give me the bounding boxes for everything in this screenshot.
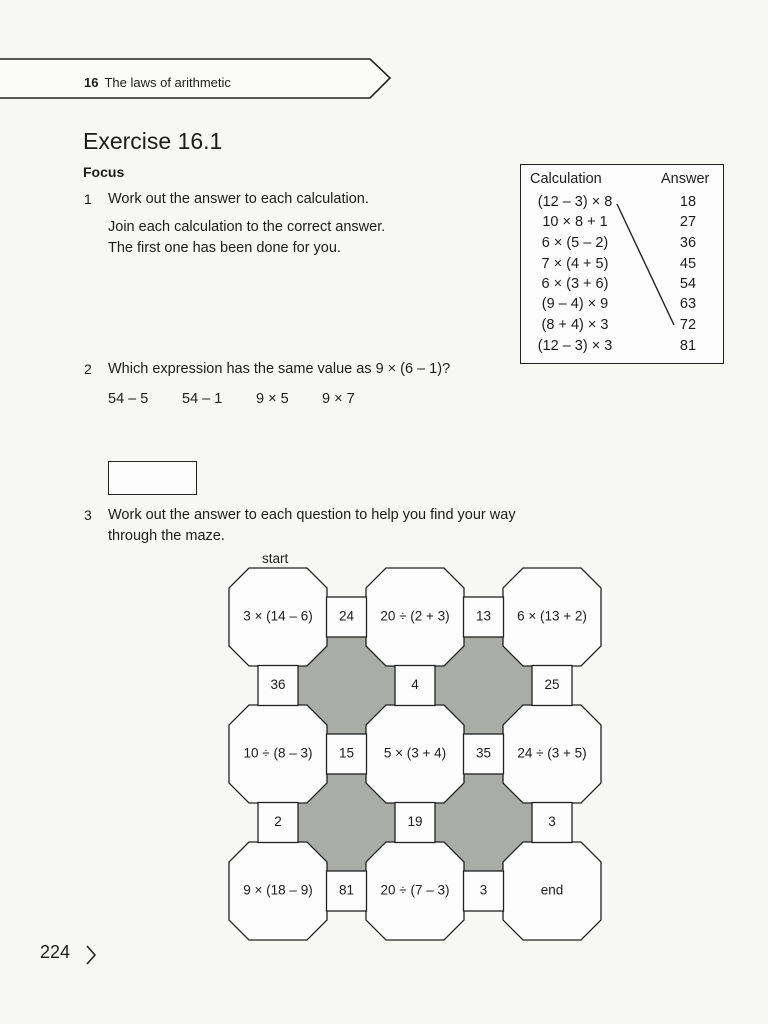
calculation-item[interactable]: 6 × (3 + 6)	[541, 276, 609, 292]
answer-item[interactable]: 72	[679, 317, 697, 333]
maze-square-label: 24	[338, 608, 355, 624]
maze-square-label: 15	[338, 745, 355, 761]
maze-square-label: 35	[475, 745, 492, 761]
answer-item[interactable]: 54	[679, 276, 697, 292]
maze	[220, 562, 620, 944]
calculation-header: Calculation	[530, 171, 602, 187]
chapter-heading	[84, 75, 231, 90]
q1-instruction-2: The first one has been done for you.	[108, 240, 341, 256]
maze-square-label: 81	[338, 882, 355, 898]
exercise-title: Exercise 16.1	[83, 128, 223, 154]
answer-item[interactable]: 63	[679, 296, 697, 312]
q3-number: 3	[84, 507, 92, 523]
maze-octagon-label: 10 ÷ (8 – 3)	[243, 745, 313, 761]
answer-item[interactable]: 45	[679, 256, 697, 272]
maze-square-label: 3	[479, 882, 488, 898]
q3-text-1: Work out the answer to each question to help you find your way	[108, 507, 516, 523]
chevron-right-icon	[84, 943, 98, 967]
calculation-item[interactable]: 10 × 8 + 1	[542, 214, 608, 230]
example-match-line	[520, 164, 724, 364]
section-heading: Focus	[83, 164, 125, 180]
q1-number: 1	[84, 191, 92, 207]
page-number: 224	[40, 942, 71, 962]
q2-answer-box[interactable]	[108, 461, 197, 495]
q2-option[interactable]: 9 × 5	[256, 391, 289, 407]
maze-octagon-label: 6 × (13 + 2)	[517, 608, 587, 624]
calculation-item[interactable]: (8 + 4) × 3	[541, 317, 609, 333]
maze-octagon-label: end	[540, 882, 564, 898]
maze-octagon-label: 24 ÷ (3 + 5)	[517, 745, 587, 761]
maze-square-label: 13	[475, 608, 492, 624]
calculation-item[interactable]: (9 – 4) × 9	[541, 296, 609, 312]
answer-item[interactable]: 27	[679, 214, 697, 230]
calculation-item[interactable]: (12 – 3) × 3	[537, 338, 613, 354]
maze-octagon-label: 3 × (14 – 6)	[243, 608, 313, 624]
answer-header: Answer	[661, 171, 710, 187]
q3-text-2: through the maze.	[108, 528, 225, 544]
calculation-item[interactable]: (12 – 3) × 8	[537, 194, 613, 210]
chapter-number: 16	[84, 75, 99, 90]
maze-square-label: 2	[274, 814, 282, 830]
chapter-title: The laws of arithmetic	[104, 75, 231, 90]
q2-number: 2	[84, 361, 92, 377]
answer-item[interactable]: 36	[679, 235, 697, 251]
maze-square-label: 36	[270, 677, 286, 693]
answer-item[interactable]: 81	[679, 338, 697, 354]
answer-item[interactable]: 18	[679, 194, 697, 210]
q1-text: Work out the answer to each calculation.	[108, 191, 369, 207]
q2-option[interactable]: 9 × 7	[322, 391, 355, 407]
maze-square-label: 19	[407, 814, 423, 830]
q2-option[interactable]: 54 – 1	[182, 391, 223, 407]
maze-square-label: 4	[411, 677, 419, 693]
maze-octagon-label: 9 × (18 – 9)	[243, 882, 313, 898]
maze-start-label: start	[262, 551, 289, 566]
calculation-item[interactable]: 6 × (5 – 2)	[541, 235, 609, 251]
calculation-item[interactable]: 7 × (4 + 5)	[541, 256, 609, 272]
maze-octagon-label: 20 ÷ (7 – 3)	[380, 882, 450, 898]
q1-instruction-1: Join each calculation to the correct answer.	[108, 219, 386, 235]
q2-option[interactable]: 54 – 5	[108, 391, 149, 407]
maze-square-label: 3	[548, 814, 556, 830]
maze-octagon-label: 20 ÷ (2 + 3)	[380, 608, 450, 624]
maze-square-label: 25	[544, 677, 560, 693]
q2-text: Which expression has the same value as 9 × (6 – 1)?	[108, 361, 451, 377]
maze-octagon-label: 5 × (3 + 4)	[383, 745, 447, 761]
